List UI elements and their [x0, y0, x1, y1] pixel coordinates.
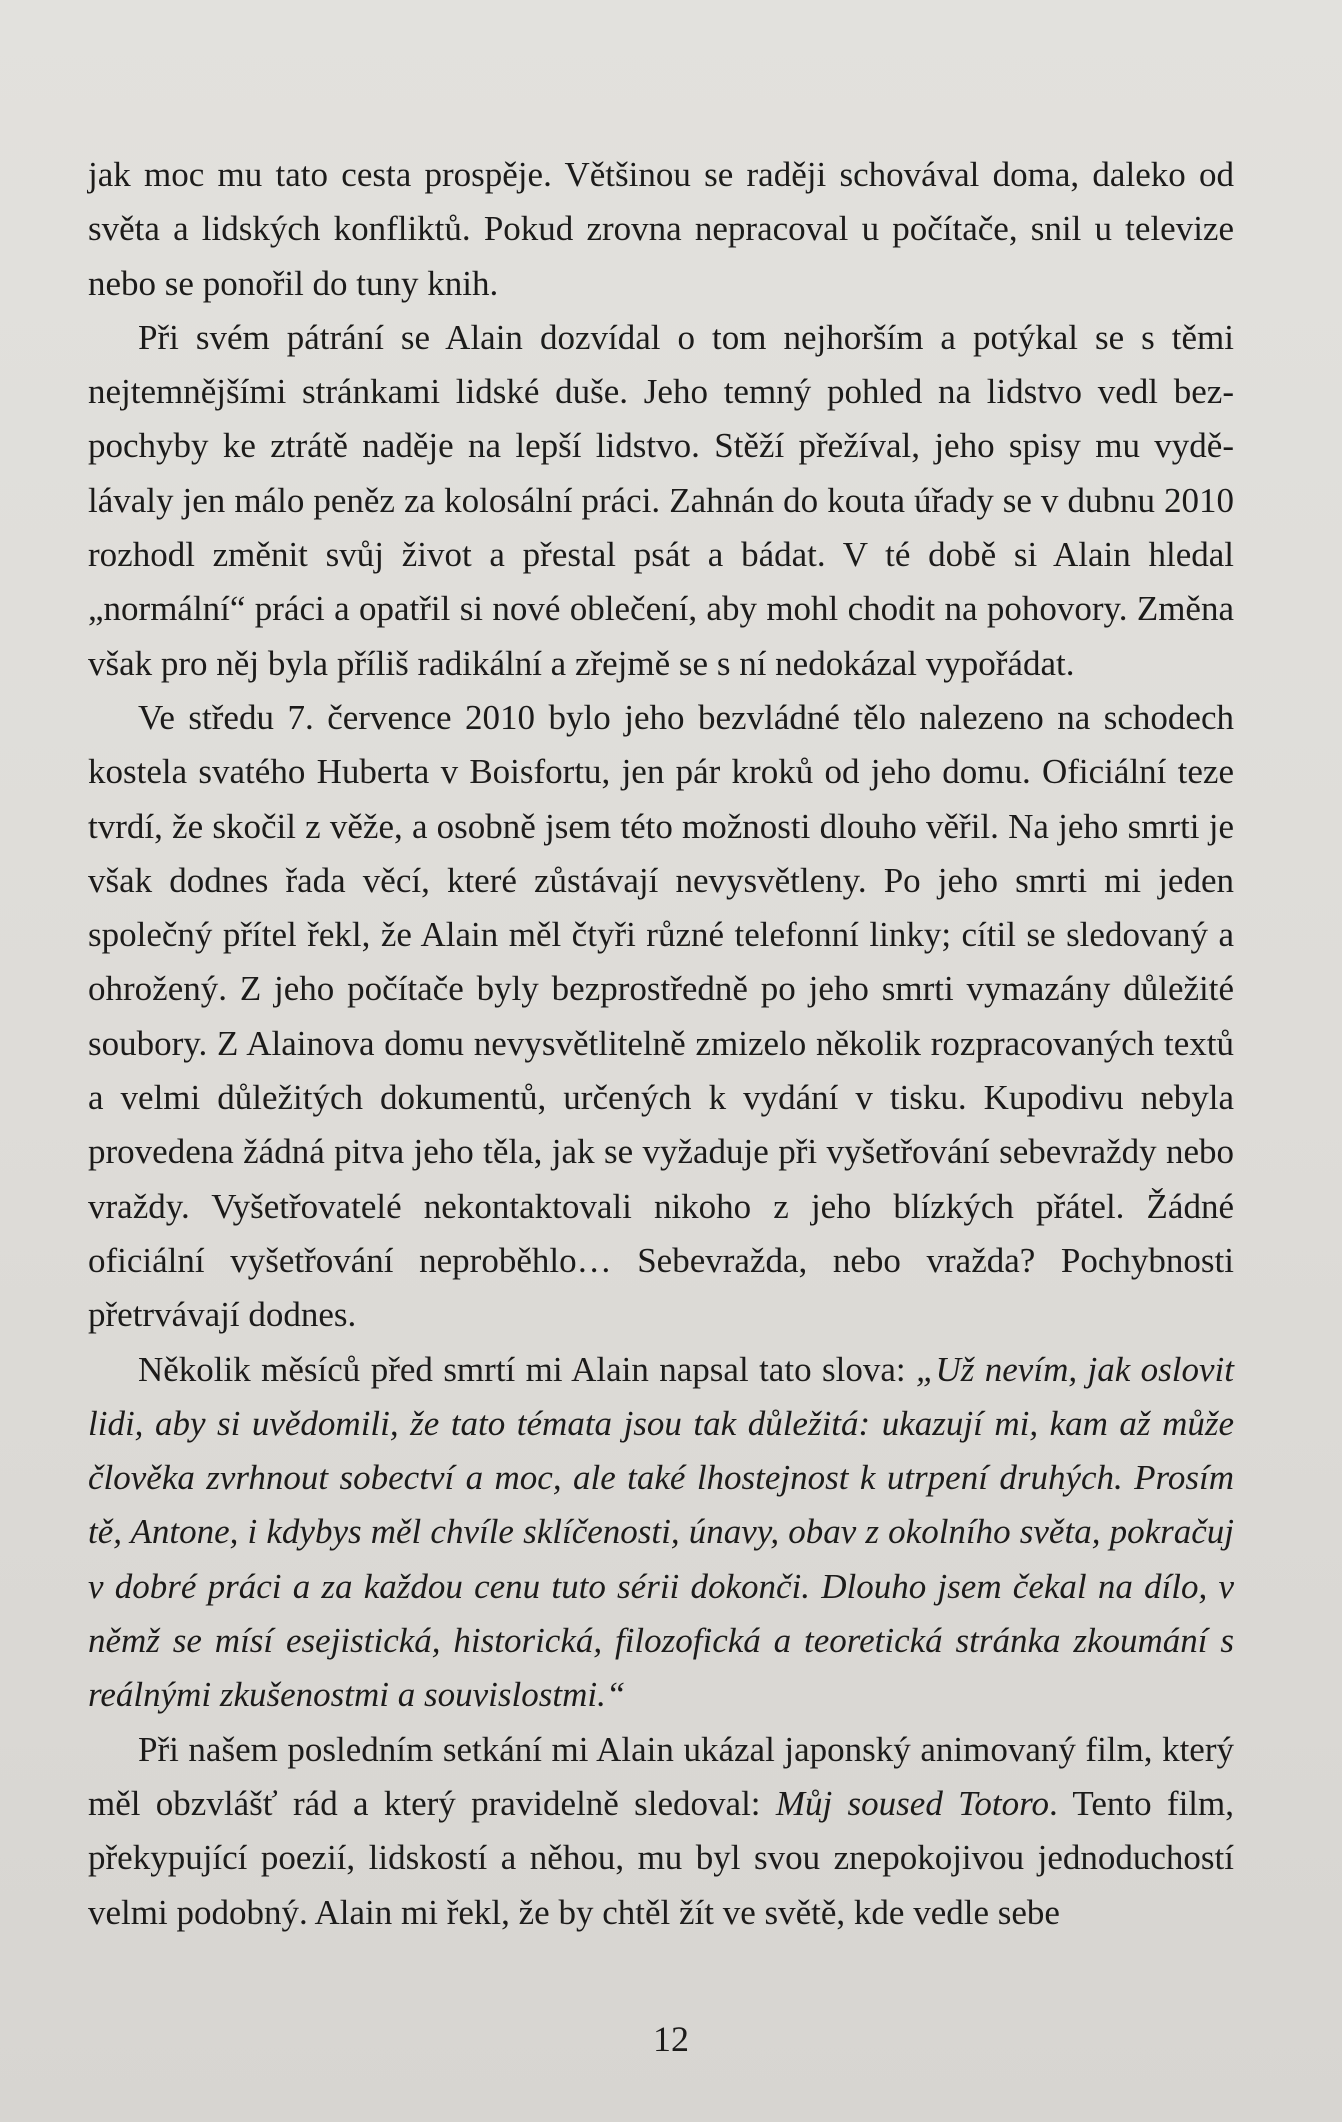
paragraph-1: jak moc mu tato cesta prospěje. Většinou se raději schovával doma, daleko od světa a lidských konfliktů. Pokud zrovna nepracoval u počítače, snil u televize nebo se ponořil do tuny knih.: [88, 155, 1234, 303]
body-text: [88, 148, 1234, 1940]
paragraph-2: Při svém pátrání se Alain dozvídal o tom nejhorším a potýkal se s těmi nejtemnějšími stránkami lidské duše. Jeho temný pohled na lidstvo vedl bezpochyby ke ztrátě naděje na lepší lidstvo. Stěží přežíval, jeho spisy mu vydělávaly jen málo peněz za kolosální práci. Zahnán do kouta úřady se v dubnu 2010 rozhodl změnit svůj život a přestal psát a bádat. V té době si Alain hledal „normální“ práci a opatřil si nové oblečení, aby mohl chodit na pohovory. Změna však pro něj byla příliš radikální a zřejmě se s ní nedokázal vypořádat.: [88, 317, 1234, 683]
quoted-letter: „Už nevím, jak oslovit lidi, aby si uvědomili, že tato témata jsou tak důležitá: ukazují mi, kam až může člověka zvrhnout sobectví a moc, ale také lhostejnost k utrpení druhých. Prosím tě, Antone, i kdybys měl chvíle sklíčenosti, únavy, obav z okolního světa, pokračuj v dobré práci a za každou cenu tuto sérii dokonči. Dlouho jsem čekal na dílo, v němž se mísí esejistická, historická, filozofická a teoretická stránka zkoumání s reálnými zkušenostmi a souvislostmi.“: [88, 1349, 1234, 1715]
paragraph-5: Při našem posledním setkání mi Alain ukázal japonský animovaný film, který měl obzvlášť rád a který pravidelně sledoval: Můj soused Totoro. Tento film, překypující poezií, lidskostí a něhou, mu byl svou znepokojivou jednoduchostí velmi podobný. Alain mi řekl, že by chtěl žít ve světě, kde vedle sebe: [88, 1729, 1234, 1932]
paragraph-3: Ve středu 7. července 2010 bylo jeho bezvládné tělo nalezeno na schodech kostela svatého Huberta v Boisfortu, jen pár kroků od jeho domu. Oficiální teze tvrdí, že skočil z věže, a osobně jsem této možnosti dlouho věřil. Na jeho smrti je však dodnes řada věcí, které zůstávají nevysvětleny. Po jeho smrti mi jeden společný přítel řekl, že Alain měl čtyři různé telefonní linky; cítil se sledovaný a ohrožený. Z jeho počítače byly bezprostředně po jeho smrti vymazány důležité soubory. Z Alainova domu nevysvětlitelně zmizelo několik rozpracovaných textů a velmi důležitých dokumentů, určených k vydání v tisku. Kupodivu nebyla provedena žádná pitva jeho těla, jak se vyžaduje při vyšetřování sebevraždy nebo vraždy. Vyšetřovatelé nekontaktovali nikoho z jeho blízkých přátel. Žádné oficiální vyšetřování neproběhlo… Sebevražda, nebo vražda? Pochybnosti přetrvávají dodnes.: [88, 697, 1234, 1335]
film-title: Můj soused Totoro: [775, 1783, 1049, 1823]
paragraph-4: Několik měsíců před smrtí mi Alain napsal tato slova: „Už nevím, jak oslovit lidi, aby si uvědomili, že tato témata jsou tak důležitá: ukazují mi, kam až může člověka zvrhnout sobectví a moc, ale také lhostejnost k utrpení druhých. Prosím tě, Antone, i kdybys měl chvíle sklíčenosti, únavy, obav z okolního světa, pokračuj v dobré práci a za každou cenu tuto sérii dokonči. Dlouho jsem čekal na dílo, v němž se mísí esejistická, historická, filozofická a teoretická stránka zkoumání s reálnými zkušenostmi a souvislostmi.“: [88, 1349, 1234, 1715]
page-number: 12: [653, 2019, 689, 2059]
